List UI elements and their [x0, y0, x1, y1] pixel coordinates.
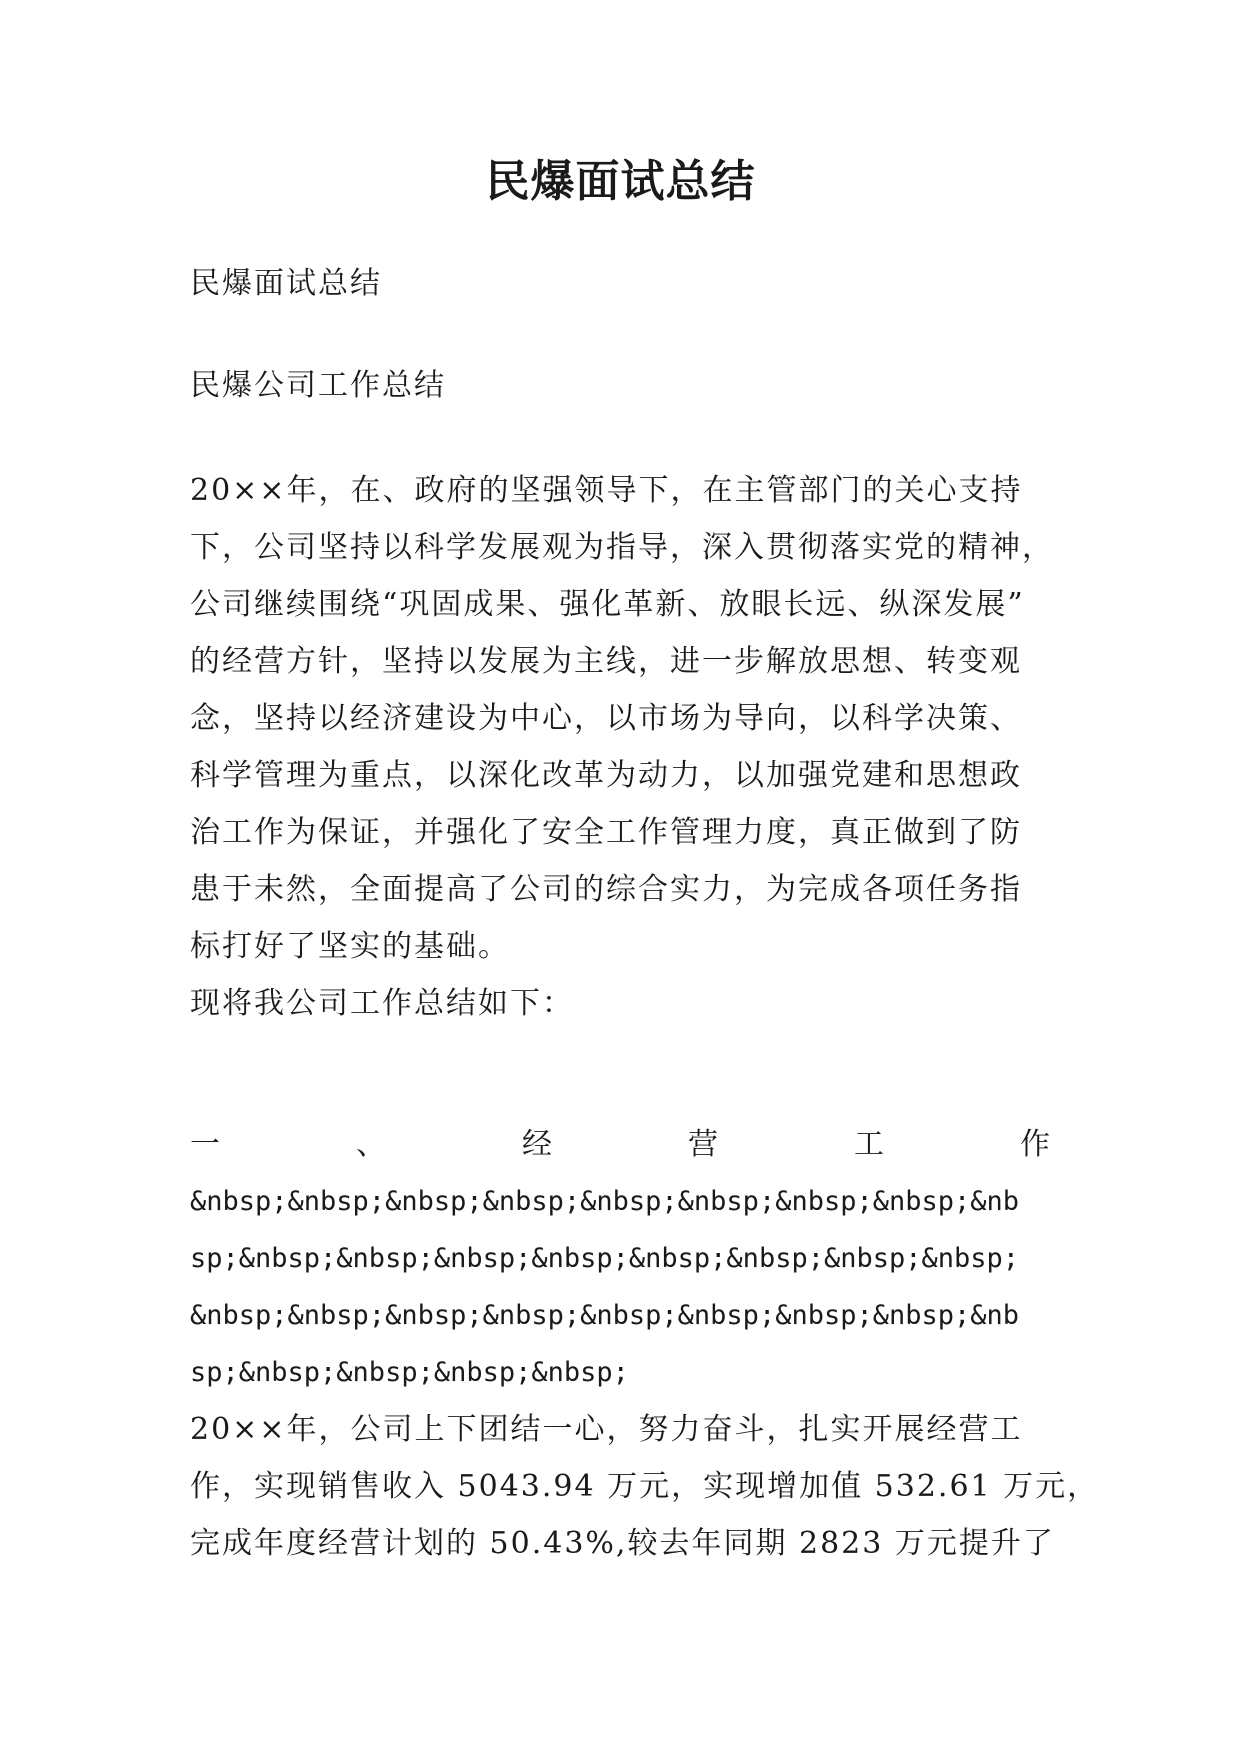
intro-line: 下，公司坚持以科学发展观为指导，深入贯彻落实党的精神，	[190, 530, 1054, 565]
heading-company-work-summary: 民爆公司工作总结	[190, 368, 446, 403]
closing-line: 完成年度经营计划的 50.43%,较去年同期 2823 万元提升了	[190, 1526, 1055, 1561]
section-heading-char: 作	[1020, 1127, 1050, 1162]
intro-line: 标打好了坚实的基础。	[190, 929, 510, 964]
nbsp-line: sp;&nbsp;&nbsp;&nbsp;&nbsp;&nbsp;&nbsp;&nbsp;&nbsp;	[190, 1243, 1020, 1274]
intro-line: 的经营方针，坚持以发展为主线，进一步解放思想、转变观	[190, 644, 1022, 679]
nbsp-line: &nbsp;&nbsp;&nbsp;&nbsp;&nbsp;&nbsp;&nbsp;&nbsp;&nb	[190, 1186, 1020, 1217]
document-title: 民爆面试总结	[485, 156, 756, 207]
intro-line: 现将我公司工作总结如下：	[190, 986, 574, 1021]
intro-line: 念，坚持以经济建设为中心，以市场为导向，以科学决策、	[190, 701, 1022, 736]
intro-line: 患于未然，全面提高了公司的综合实力，为完成各项任务指	[190, 872, 1022, 907]
nbsp-line: sp;&nbsp;&nbsp;&nbsp;&nbsp;	[190, 1357, 629, 1388]
intro-line: 治工作为保证，并强化了安全工作管理力度，真正做到了防	[190, 815, 1022, 850]
section-heading-char: 营	[688, 1127, 718, 1162]
nbsp-entity-block	[190, 1173, 1050, 1401]
section-heading-char: 一	[190, 1127, 220, 1162]
section-heading-char: 、	[356, 1127, 386, 1162]
intro-line: 科学管理为重点，以深化改革为动力，以加强党建和思想政	[190, 758, 1022, 793]
intro-line: 20××年，在、政府的坚强领导下，在主管部门的关心支持	[190, 473, 1023, 508]
closing-line: 20××年，公司上下团结一心，努力奋斗，扎实开展经营工	[190, 1412, 1023, 1447]
closing-paragraph	[190, 1401, 1100, 1572]
heading-interview-summary: 民爆面试总结	[190, 266, 382, 301]
section-heading-char: 工	[854, 1127, 884, 1162]
section-heading-char: 经	[522, 1127, 552, 1162]
closing-line: 作，实现销售收入 5043.94 万元，实现增加值 532.61 万元，	[190, 1469, 1100, 1504]
section-heading-operations	[190, 1116, 1050, 1173]
intro-paragraph	[190, 462, 1054, 1032]
intro-line: 公司继续围绕“巩固成果、强化革新、放眼长远、纵深发展”	[190, 587, 1025, 622]
nbsp-line: &nbsp;&nbsp;&nbsp;&nbsp;&nbsp;&nbsp;&nbsp;&nbsp;&nb	[190, 1300, 1020, 1331]
